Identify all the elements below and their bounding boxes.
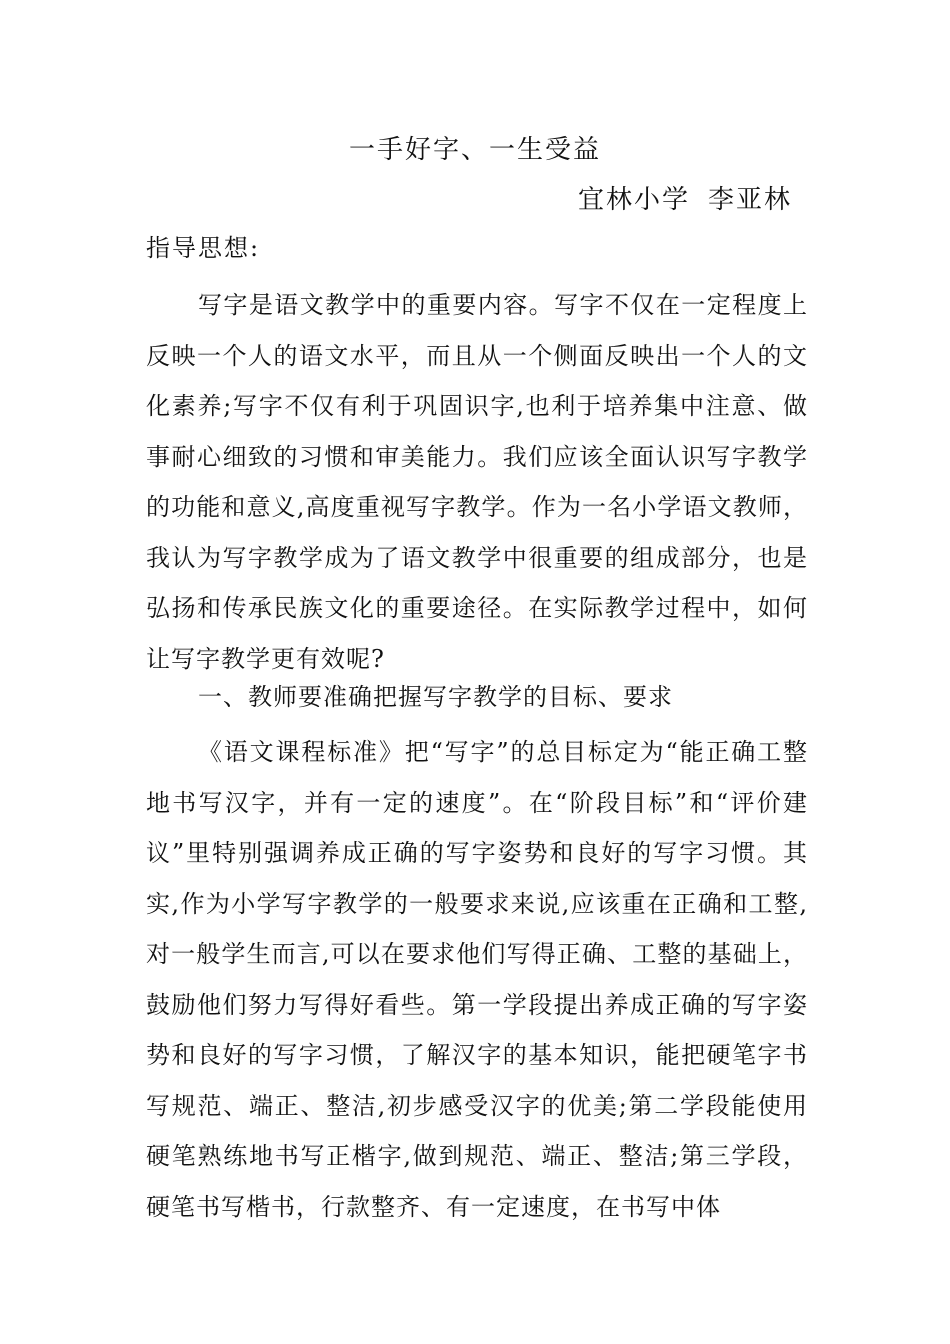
section-heading-1: 一、教师要准确把握写字教学的目标、要求 xyxy=(198,683,673,711)
author-name: 李亚林 xyxy=(708,185,793,215)
author-line xyxy=(578,180,792,220)
paragraph-curriculum-standard: 《语文课程标准》把“写字”的总目标定为“能正确工整地书写汉字，并有一定的速度”。在“阶段目标”和“评价建议”里特别强调养成正确的写字姿势和良好的写字习惯。其实,作为小学写字教学的一般要求来说,应该重在正确和工整,对一般学生而言,可以在要求他们写得正确、工整的基础上，鼓励他们努力写得好看些。第一学段提出养成正确的写字姿势和良好的写字习惯，了解汉字的基本知识，能把硬笔字书写规范、端正、整洁,初步感受汉字的优美;第二学段能使用硬笔熟练地书写正楷字,做到规范、端正、整洁;第三学段，硬笔书写楷书，行款整齐、有一定速度，在书写中体 xyxy=(146,738,808,1221)
paragraph-guiding-idea: 写字是语文教学中的重要内容。写字不仅在一定程度上反映一个人的语文水平，而且从一个侧面反映出一个人的文化素养;写字不仅有利于巩固识字,也利于培养集中注意、做事耐心细致的习惯和审美能力。我们应该全面认识写字教学的功能和意义,高度重视写字教学。作为一名小学语文教师，我认为写字教学成为了语文教学中很重要的组成部分，也是弘扬和传承民族文化的重要途径。在实际教学过程中，如何让写字教学更有效呢? xyxy=(146,291,808,673)
author-school: 宜林小学 xyxy=(578,185,691,215)
section-label: 指导思想: xyxy=(146,234,261,262)
document-title: 一手好字、一生受益 xyxy=(348,135,601,165)
